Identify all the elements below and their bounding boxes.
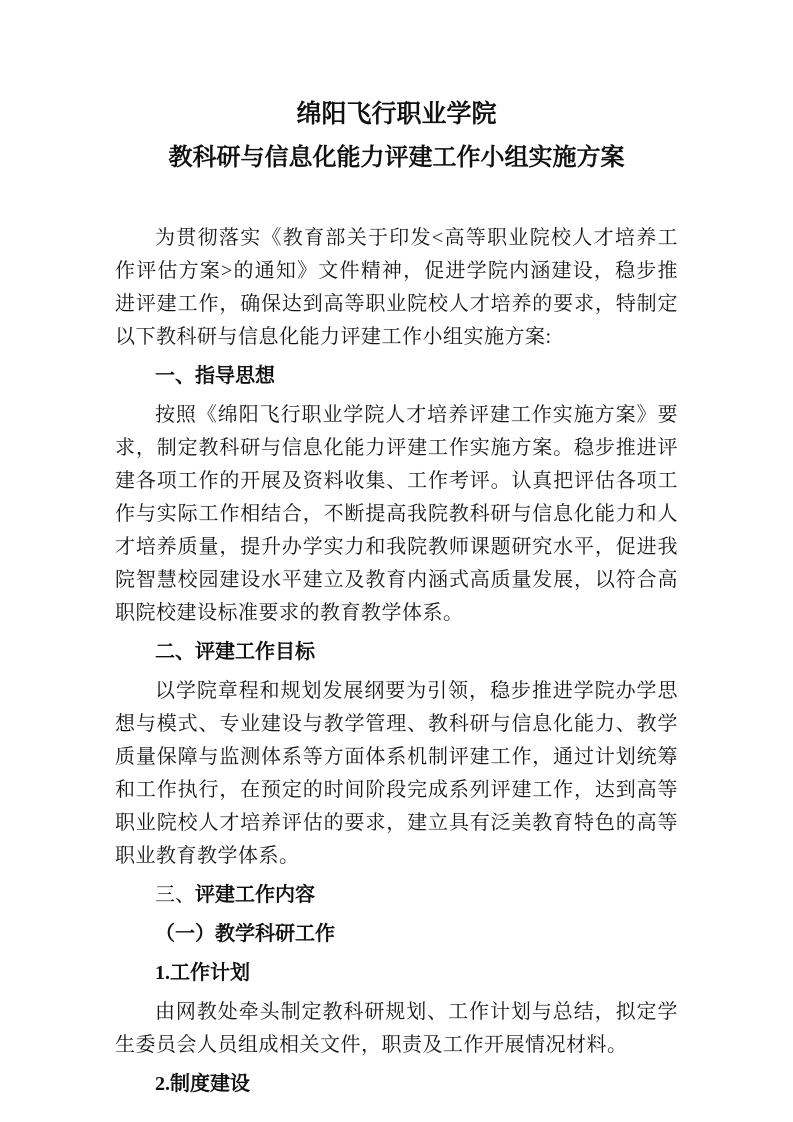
section2-heading: 二、评建工作目标 [155,641,315,663]
subsection1-heading: （一）教学科研工作 [155,923,335,945]
item1-heading: 1.工作计划 [155,962,250,984]
intro-paragraph: 为贯彻落实《教育部关于印发<高等职业院校人才培养工作评估方案>的通知》文件精神，促进学院内涵建设，稳步推进评建工作，确保达到高等职业院校人才培养的要求，特制定以下教科研与信息化能力评建工作小组实施方案: [115,227,678,348]
section1-heading: 一、指导思想 [155,365,275,387]
document-title-line2: 教科研与信息化能力评建工作小组实施方案 [168,144,625,171]
section2-paragraph: 以学院章程和规划发展纲要为引领，稳步推进学院办学思想与模式、专业建设与教学管理、教科研与信息化能力、教学质量保障与监测体系等方面体系机制评建工作，通过计划统筹和工作执行，在预定的时间阶段完成系列评建工作，达到高等职业院校人才培养评估的要求，建立具有泛美教育特色的高等职业教育教学体系。 [115,680,678,867]
document-title-line1: 绵阳飞行职业学院 [296,100,497,128]
section3-heading [115,879,678,912]
item1-paragraph: 由网教处牵头制定教科研规划、工作计划与总结，拟定学生委员会人员组成相关文件，职责及工作开展情况材料。 [115,1001,678,1056]
section3-heading-prefix: 三、 [155,884,195,906]
section3-heading-text: 评建工作内容 [195,884,315,906]
item2-heading: 2.制度建设 [155,1073,250,1095]
section1-paragraph: 按照《绵阳飞行职业学院人才培养评建工作实施方案》要求，制定教科研与信息化能力评建工作实施方案。稳步推进评建各项工作的开展及资料收集、工作考评。认真把评估各项工作与实际工作相结合，不断提高我院教科研与信息化能力和人才培养质量，提升办学实力和我院教师课题研究水平，促进我院智慧校园建设水平建立及教育内涵式高质量发展，以符合高职院校建设标准要求的教育教学体系。 [115,404,678,624]
